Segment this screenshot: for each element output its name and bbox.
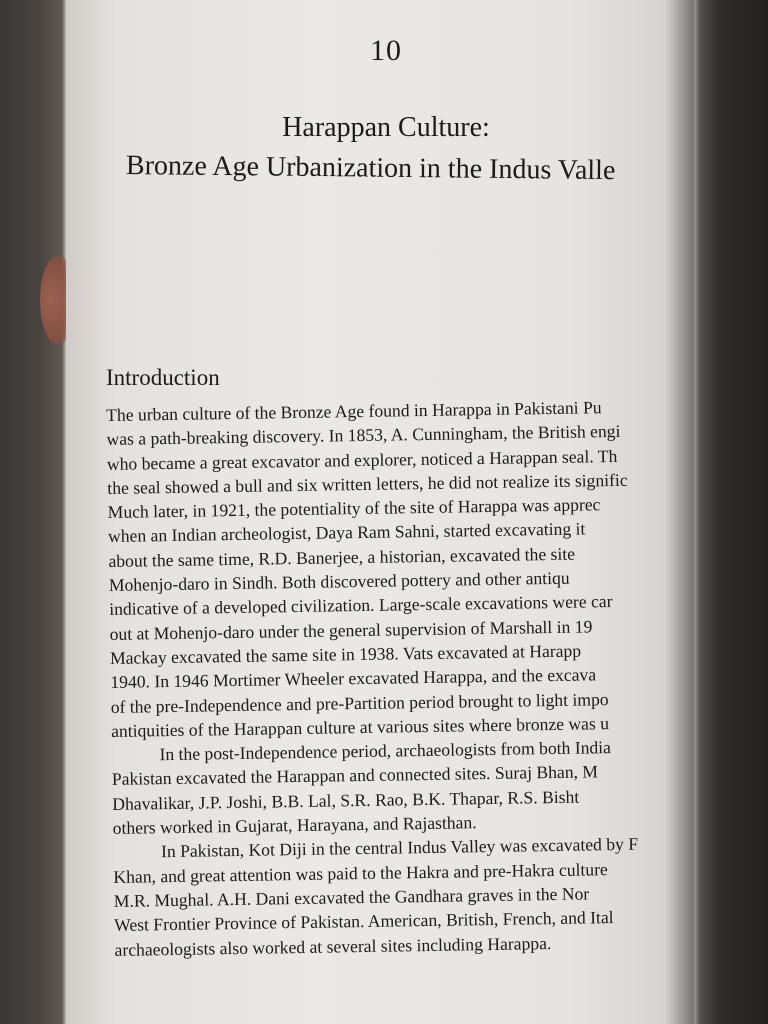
- text-line: out at Mohenjo-daro under the general supervision of Marshall in 19: [109, 616, 593, 644]
- page-edge-shadow: [664, 0, 694, 1024]
- text-line: In Pakistan, Kot Diji in the central Indus Valley was excavated by F: [160, 834, 639, 862]
- paragraph-3: [113, 831, 694, 962]
- text-line: Mohenjo-daro in Sindh. Both discovered pottery and other antiqu: [108, 567, 570, 596]
- chapter-title-line-2: Bronze Age Urbanization in the Indus Valle: [125, 150, 616, 187]
- text-line: of the pre-Independence and pre-Partition period brought to light impo: [110, 688, 609, 717]
- text-line: when an Indian archeologist, Daya Ram Sahni, started excavating it: [107, 518, 586, 547]
- text-line: The urban culture of the Bronze Age found in Harappa in Pakistani Pu: [106, 397, 602, 425]
- text-line: the seal showed a bull and six written letters, he did not realize its signific: [107, 469, 628, 498]
- text-line: Pakistan excavated the Harappan and connected sites. Suraj Bhan, M: [111, 761, 599, 790]
- text-line: antiquities of the Harappan culture at various sites where bronze was u: [110, 713, 610, 741]
- text-line: M.R. Mughal. A.H. Dani excavated the Gandhara graves in the Nor: [113, 883, 590, 911]
- text-line: 1940. In 1946 Mortimer Wheeler excavated Harappa, and the excava: [110, 664, 597, 693]
- chapter-title-line-1: Harappan Culture:: [282, 112, 490, 143]
- text-line: In the post-Independence period, archaeologists from both India: [159, 737, 612, 765]
- text-line: others worked in Gujarat, Harayana, and Rajasthan.: [112, 812, 477, 838]
- chapter-number: 10: [370, 34, 402, 67]
- text-line: Khan, and great attention was paid to the Hakra and pre-Hakra culture: [113, 858, 608, 887]
- section-heading: Introduction: [106, 365, 220, 390]
- text-line: Much later, in 1921, the potentiality of the site of Harappa was apprec: [107, 494, 601, 523]
- text-line: Mackay excavated the same site in 1938. Vats excavated at Harapp: [109, 640, 582, 668]
- text-line: Dhavalikar, J.P. Joshi, B.B. Lal, S.R. Rao, B.K. Thapar, R.S. Bisht: [112, 786, 580, 814]
- text-line: archaeologists also worked at several sites including Harappa.: [114, 932, 552, 960]
- text-line: West Frontier Province of Pakistan. American, British, French, and Ital: [114, 907, 614, 936]
- book-page: [66, 0, 694, 1024]
- body-text: [106, 394, 694, 962]
- text-line: who became a great excavator and explorer, noticed a Harappan seal. Th: [106, 445, 618, 474]
- paragraph-1: [106, 394, 694, 743]
- paragraph-2: [111, 734, 694, 840]
- text-line: about the same time, R.D. Banerjee, a historian, excavated the site: [108, 543, 576, 571]
- page-content: [106, 0, 686, 1024]
- text-line: was a path-breaking discovery. In 1853, A. Cunningham, the British engi: [106, 421, 621, 450]
- text-line: indicative of a developed civilization. Large-scale excavations were car: [109, 591, 613, 620]
